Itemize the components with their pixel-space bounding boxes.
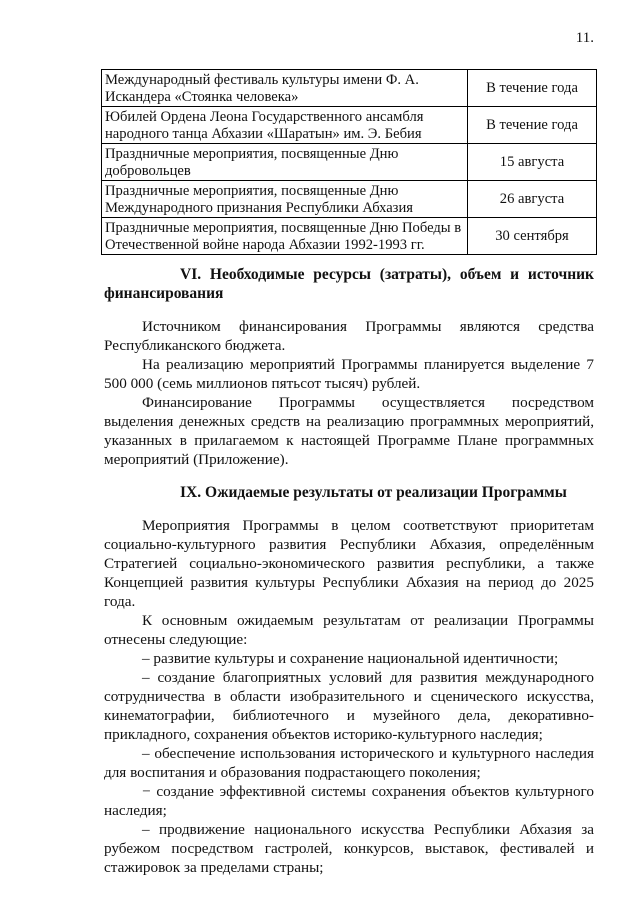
table-row	[102, 70, 597, 107]
list-item: − создание эффективной системы сохранения объектов культурного наследия;	[104, 783, 594, 819]
paragraph: Источником финансирования Программы являются средства Республиканского бюджета.	[104, 318, 594, 354]
page-number: 11.	[575, 30, 594, 46]
section-vi-heading	[104, 265, 594, 303]
list-item: – обеспечение использования исторического и культурного наследия для воспитания и образования подрастающего поколения;	[104, 745, 594, 781]
section-number: VI.	[180, 266, 202, 283]
paragraph: Финансирование Программы осуществляется посредством выделения денежных средств на реализацию программных мероприятий, указанных в прилагаемом к настоящей Программе Плане программных мероприятий (Приложение).	[104, 394, 594, 468]
table-row	[102, 144, 597, 181]
body-text	[104, 265, 594, 877]
paragraph: Мероприятия Программы в целом соответствуют приоритетам социально-культурного развития Республики Абхазия, определённым Стратегией социально-экономического развития республики, а также Концепцией развития культуры Республики Абхазия на период до 2025 года.	[104, 517, 594, 610]
section-title: Необходимые ресурсы (затраты), объем и источник финансирования	[104, 266, 594, 302]
section-number: IX.	[180, 484, 202, 501]
section-ix-heading	[104, 483, 594, 502]
date-cell: 15 августа	[468, 144, 597, 181]
list-item: – продвижение национального искусства Республики Абхазия за рубежом посредством гастролей, конкурсов, выставок, фестивалей и стажировок за пределами страны;	[104, 821, 594, 876]
event-cell: Юбилей Ордена Леона Государственного ансамбля народного танца Абхазии «Шаратын» им. Э. Бебия	[102, 107, 468, 144]
table-row	[102, 107, 597, 144]
date-cell: В течение года	[468, 70, 597, 107]
table-row	[102, 181, 597, 218]
table-row	[102, 218, 597, 255]
event-cell: Праздничные мероприятия, посвященные Дню Победы в Отечественной войне народа Абхазии 1992-1993 гг.	[102, 218, 468, 255]
list-item: – развитие культуры и сохранение национальной идентичности;	[142, 650, 559, 667]
list-item: – создание благоприятных условий для развития международного сотрудничества в области изобразительного и сценического искусства, кинематографии, библиотечного и музейного дела, декоративно-прикладного, сохранения объектов историко-культурного наследия;	[104, 669, 594, 743]
event-cell: Праздничные мероприятия, посвященные Дню Международного признания Республики Абхазия	[102, 181, 468, 218]
event-cell: Праздничные мероприятия, посвященные Дню добровольцев	[102, 144, 468, 181]
section-title: Ожидаемые результаты от реализации Программы	[204, 484, 567, 501]
date-cell: 30 сентября	[468, 218, 597, 255]
paragraph: К основным ожидаемым результатам от реализации Программы отнесены следующие:	[104, 612, 594, 648]
date-cell: В течение года	[468, 107, 597, 144]
events-table	[101, 69, 597, 255]
date-cell: 26 августа	[468, 181, 597, 218]
event-cell: Международный фестиваль культуры имени Ф. А. Искандера «Стоянка человека»	[102, 70, 468, 107]
paragraph: На реализацию мероприятий Программы планируется выделение 7 500 000 (семь миллионов пятьсот тысяч) рублей.	[104, 356, 594, 392]
